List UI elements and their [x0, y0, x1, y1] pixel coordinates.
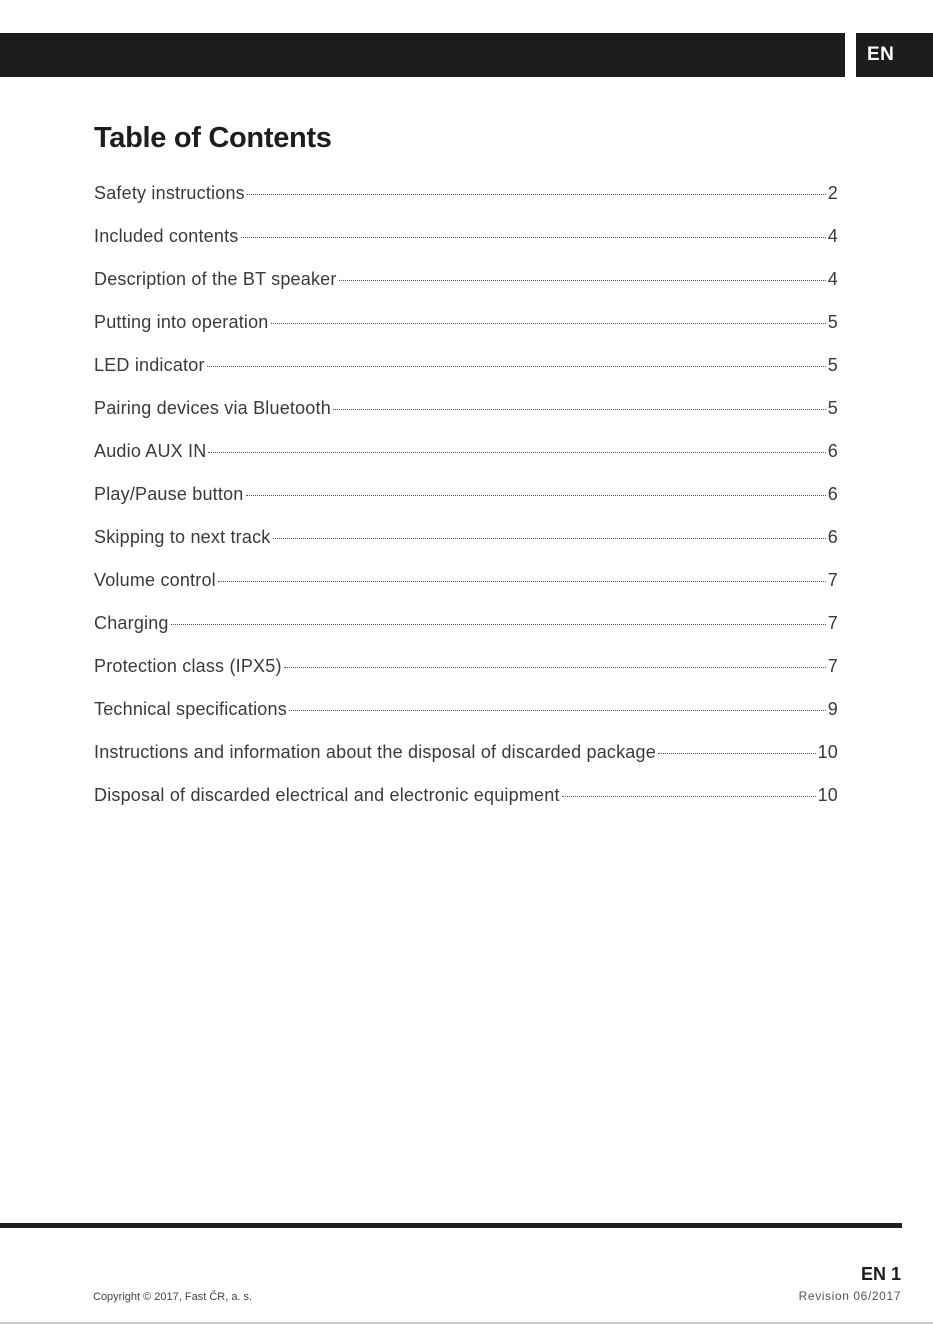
toc-dot-leader [333, 409, 826, 410]
toc-entry [94, 398, 838, 441]
page-title: Table of Contents [94, 122, 332, 154]
toc-entry-page: 7 [827, 570, 838, 590]
toc-entry-page: 7 [827, 613, 838, 633]
toc-entry [94, 570, 838, 613]
toc-entry-page: 5 [827, 355, 838, 375]
footer-divider [0, 1223, 902, 1228]
toc-entry-label: Disposal of discarded electrical and electronic equipment [94, 785, 560, 805]
toc-entry-page: 4 [827, 226, 838, 246]
toc-dot-leader [271, 323, 826, 324]
toc-entry-page: 10 [817, 742, 838, 762]
page-number: EN 1 [860, 1264, 901, 1284]
toc-entry-label: Play/Pause button [94, 484, 244, 504]
toc-entry-label: Instructions and information about the disposal of discarded package [94, 742, 656, 762]
toc-dot-leader [246, 495, 826, 496]
toc-dot-leader [658, 753, 816, 754]
toc-entry [94, 183, 838, 226]
toc-entry-page: 5 [827, 398, 838, 418]
toc-entry [94, 312, 838, 355]
toc-entry-label: Charging [94, 613, 169, 633]
language-tab: EN [856, 33, 933, 77]
revision-label: Revision 06/2017 [798, 1289, 901, 1303]
toc-entry-label: Safety instructions [94, 183, 245, 203]
toc-entry [94, 226, 838, 269]
toc-entry-label: LED indicator [94, 355, 205, 375]
toc-entry [94, 742, 838, 785]
toc-entry-label: Description of the BT speaker [94, 269, 337, 289]
toc-dot-leader [562, 796, 816, 797]
toc-dot-leader [218, 581, 826, 582]
toc-dot-leader [208, 452, 825, 453]
toc-entry [94, 441, 838, 484]
toc-entry-page: 2 [827, 183, 838, 203]
table-of-contents [94, 183, 838, 828]
toc-dot-leader [247, 194, 826, 195]
toc-dot-leader [241, 237, 826, 238]
toc-entry [94, 484, 838, 527]
toc-entry-page: 6 [827, 527, 838, 547]
header-bar [0, 33, 845, 77]
toc-dot-leader [171, 624, 826, 625]
toc-entry [94, 699, 838, 742]
toc-entry-page: 9 [827, 699, 838, 719]
toc-entry-page: 10 [817, 785, 838, 805]
toc-entry-label: Volume control [94, 570, 216, 590]
toc-entry-page: 7 [827, 656, 838, 676]
toc-entry-label: Skipping to next track [94, 527, 271, 547]
toc-entry [94, 269, 838, 312]
toc-entry-label: Technical specifications [94, 699, 287, 719]
toc-dot-leader [339, 280, 826, 281]
toc-entry [94, 527, 838, 570]
toc-entry-label: Putting into operation [94, 312, 269, 332]
toc-entry-label: Included contents [94, 226, 239, 246]
toc-entry-label: Pairing devices via Bluetooth [94, 398, 331, 418]
toc-entry [94, 355, 838, 398]
toc-entry-page: 6 [827, 484, 838, 504]
toc-dot-leader [284, 667, 826, 668]
toc-dot-leader [207, 366, 826, 367]
toc-dot-leader [273, 538, 826, 539]
toc-entry-page: 6 [827, 441, 838, 461]
toc-entry [94, 613, 838, 656]
toc-entry-page: 4 [827, 269, 838, 289]
toc-entry-label: Audio AUX IN [94, 441, 207, 461]
toc-entry [94, 656, 838, 699]
copyright-notice: Copyright © 2017, Fast ČR, a. s. [93, 1291, 253, 1303]
toc-dot-leader [289, 710, 826, 711]
toc-entry [94, 785, 838, 828]
toc-entry-page: 5 [827, 312, 838, 332]
toc-entry-label: Protection class (IPX5) [94, 656, 282, 676]
